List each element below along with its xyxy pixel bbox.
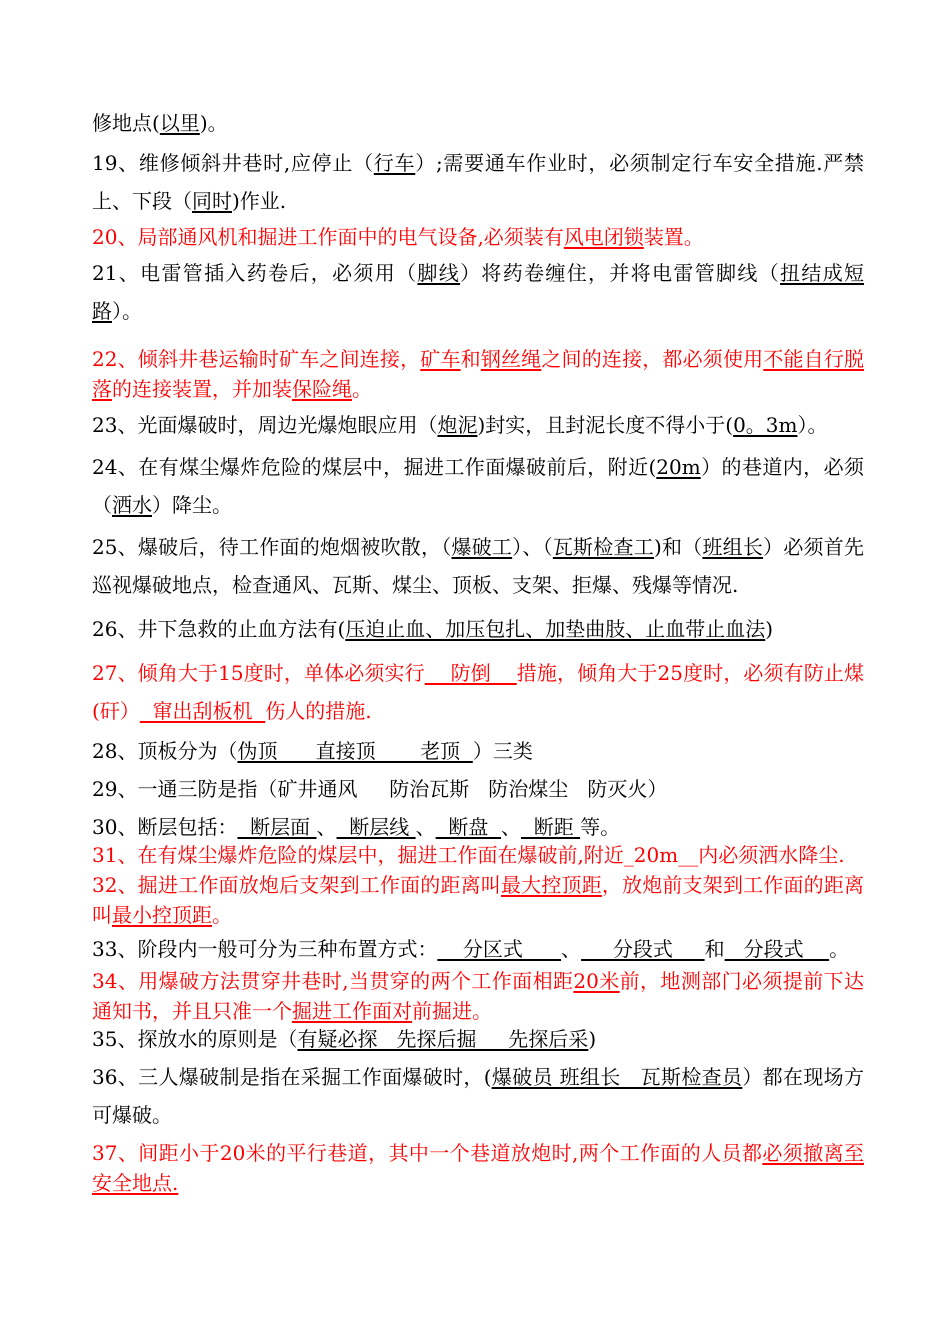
question-text: 措施，倾角大于25度时，必须有防止煤(矸）: [92, 661, 865, 723]
question-22: [92, 344, 864, 404]
answer-text: 爆破工: [451, 535, 513, 559]
question-text: 、: [561, 937, 582, 961]
question-29: [92, 770, 864, 808]
answer-text: 断距: [521, 815, 581, 839]
question-text: 34、用爆破方法贯穿井巷时,当贯穿的两个工作面相距: [92, 969, 574, 993]
question-text: 和: [704, 937, 725, 961]
answer-text: 掘进工作面对: [292, 999, 412, 1023]
question-text: 装置。: [643, 225, 704, 249]
answer-text: 20m: [656, 455, 701, 479]
question-36: [92, 1058, 864, 1134]
question-text: 32、掘进工作面放炮后支架到工作面的距离叫: [92, 873, 501, 897]
question-text: 35、探放水的原则是（: [92, 1027, 298, 1051]
question-text: 29、一通三防是指（矿井通风 防治瓦斯 防治煤尘 防灭火）: [92, 777, 668, 801]
answer-text: 洒水: [112, 493, 152, 517]
question-35: [92, 1024, 864, 1054]
question-text: 。: [829, 937, 850, 961]
answer-text: 断盘: [435, 815, 502, 839]
question-text: 20、局部通风机和掘进工作面中的电气设备,必须装有: [92, 225, 564, 249]
question-text: ）。: [112, 299, 142, 323]
answer-text: 窜出刮板机: [139, 699, 266, 723]
answer-text: 炮泥: [437, 413, 478, 437]
question-text: )和（: [653, 535, 703, 559]
answer-text: 班组长: [702, 535, 764, 559]
question-text: 、: [415, 815, 436, 839]
question-text: 之间的连接，都必须使用: [541, 347, 764, 371]
question-text: 25、爆破后，待工作面的炮烟被吹散，（: [92, 535, 452, 559]
question-text: 23、光面爆破时，周边光爆炮眼应用（: [92, 413, 438, 437]
answer-text: 分区式: [437, 937, 562, 961]
question-23: [92, 406, 864, 444]
question-37: [92, 1138, 864, 1198]
answer-text: 20米: [573, 969, 620, 993]
question-25: [92, 528, 864, 604]
answer-text: 扭结成短路: [92, 261, 865, 323]
answer-text: 有疑必探 先探后掘 先探后采: [297, 1027, 589, 1051]
question-text: 前掘进。: [412, 999, 492, 1023]
answer-text: 防倒: [424, 661, 517, 685]
answer-text: 风电闭锁: [563, 225, 644, 249]
question-34: [92, 966, 864, 1026]
question-text: 、: [501, 815, 522, 839]
document-body: [92, 104, 864, 1198]
question-text: ）降尘。: [152, 493, 232, 517]
question-text: ）将药卷缠住，并将电雷管脚线（: [460, 261, 781, 285]
question-text: 22、倾斜井巷运输时矿车之间连接，: [92, 347, 421, 371]
question-text: 21、电雷管插入药卷后，必须用（: [92, 261, 418, 285]
answer-text: 断层线: [336, 815, 416, 839]
question-text: 26、井下急救的止血方法有(: [92, 617, 346, 641]
answer-text: 分段式: [581, 937, 705, 961]
answer-text: 瓦斯检查工: [552, 535, 654, 559]
question-20: [92, 222, 864, 252]
question-text: 前，地测部门必须提前下达通知书，并且只准一个: [92, 969, 865, 1023]
question-text: ）。: [797, 413, 828, 437]
answer-text: 分段式: [724, 937, 830, 961]
question-text: 的连接装置，并加装: [112, 377, 292, 401]
question-text: 24、在有煤尘爆炸危险的煤层中，掘进工作面爆破前后，附近(: [92, 455, 657, 479]
question-text: ）、（: [512, 535, 553, 559]
question-text: 28、顶板分为（: [92, 739, 238, 763]
question-18: [92, 104, 864, 142]
answer-text: 行车: [373, 151, 416, 175]
answer-text: 压迫止血、加压包扎、加垫曲肢、止血带止血法: [345, 617, 766, 641]
question-text: ）必须首先巡视爆破地点，检查通风、瓦斯、煤尘、顶板、支架、拒爆、残爆等情况.: [92, 535, 865, 597]
answer-text: 伪顶 直接顶 老顶: [237, 739, 473, 763]
question-33: [92, 934, 864, 964]
answer-text: 保险绳: [292, 377, 352, 401]
question-32: [92, 870, 864, 930]
question-text: 伤人的措施.: [265, 699, 372, 723]
question-text: 、: [316, 815, 337, 839]
question-text: 。: [212, 903, 232, 927]
answer-text: 最大控顶距: [501, 873, 602, 897]
question-text: 19、维修倾斜井巷时,应停止（: [92, 151, 374, 175]
question-31: [92, 840, 864, 870]
question-30: [92, 812, 864, 842]
question-text: 27、倾角大于15度时，单体必须实行: [92, 661, 425, 685]
answer-text: 以里: [159, 111, 200, 135]
question-text: ): [588, 1027, 597, 1051]
question-text: 和: [460, 347, 481, 371]
question-text: 30、断层包括：: [92, 815, 238, 839]
answer-text: 0。3m: [733, 413, 798, 437]
answer-text: 脚线: [417, 261, 461, 285]
question-text: )作业.: [232, 189, 287, 213]
answer-text: 不能自行脱落: [92, 347, 865, 401]
question-text: ）的巷道内，必须（: [92, 455, 864, 517]
question-21: [92, 254, 864, 330]
question-text: )封实，且封泥长度不得小于(: [477, 413, 734, 437]
answer-text: 断层面: [237, 815, 317, 839]
question-text: 等。: [580, 815, 621, 839]
answer-text: 必须撤离至安全地点.: [92, 1141, 864, 1195]
question-19: [92, 144, 864, 220]
question-text: )。: [199, 111, 228, 135]
answer-text: 爆破员 班组长 瓦斯检查员: [491, 1065, 743, 1089]
question-text: 修地点(: [92, 111, 160, 135]
question-24: [92, 448, 864, 524]
question-text: ）都在现场方可爆破。: [92, 1065, 864, 1127]
answer-text: 同时: [192, 189, 232, 213]
answer-text: 矿车: [420, 347, 461, 371]
question-text: 37、间距小于20米的平行巷道，其中一个巷道放炮时,两个工作面的人员都: [92, 1141, 763, 1165]
question-27: [92, 654, 864, 730]
question-text: ，放炮前支架到工作面的距离叫: [92, 873, 865, 927]
question-text: ）;需要通车作业时，必须制定行车安全措施.严禁上、下段（: [92, 151, 865, 213]
answer-text: 钢丝绳: [480, 347, 542, 371]
answer-text: 最小控顶距: [112, 903, 212, 927]
question-text: 。: [352, 377, 372, 401]
question-28: [92, 732, 864, 770]
question-text: 36、三人爆破制是指在采掘工作面爆破时，(: [92, 1065, 492, 1089]
question-text: 33、阶段内一般可分为三种布置方式：: [92, 937, 438, 961]
question-text: ）三类: [472, 739, 533, 763]
question-text: ): [765, 617, 774, 641]
question-26: [92, 610, 864, 648]
question-text: 31、在有煤尘爆炸危险的煤层中，掘进工作面在爆破前,附近_20m__内必须洒水降尘.: [92, 843, 845, 867]
